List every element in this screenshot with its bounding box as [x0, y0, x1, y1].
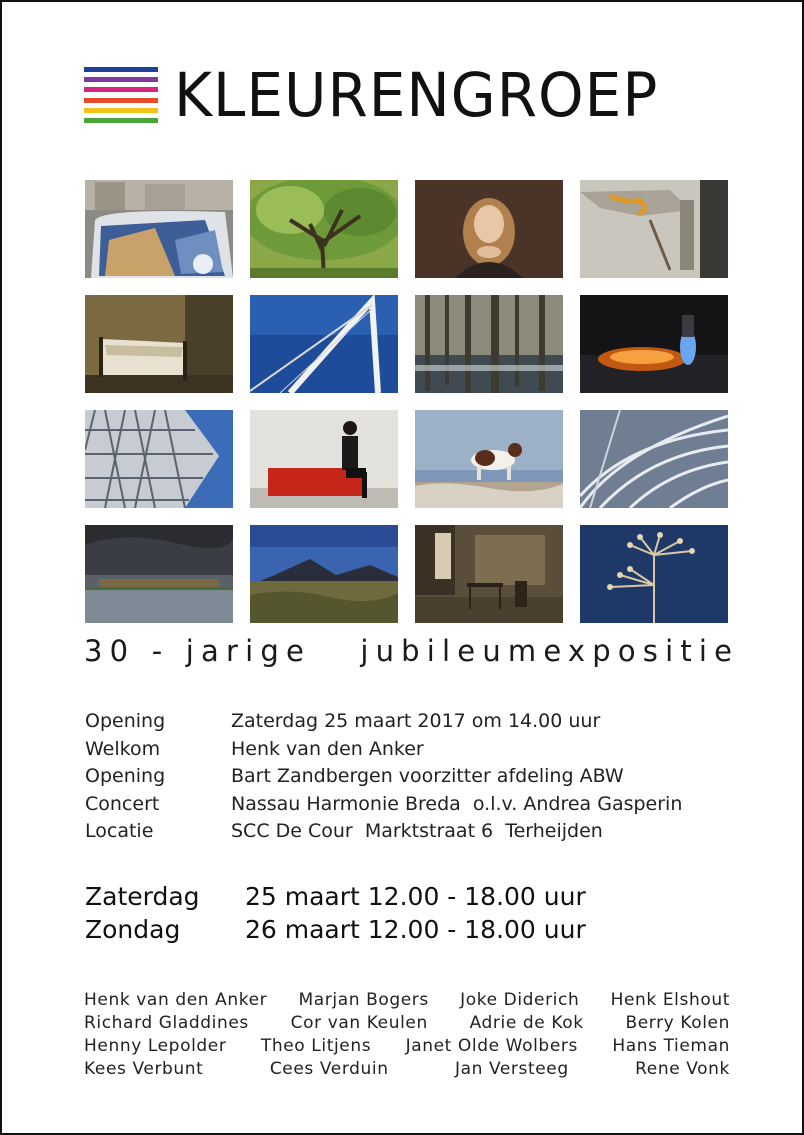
- photo-reflective-architecture: [85, 180, 233, 278]
- hours-day: Zondag: [85, 915, 181, 944]
- photo-curved-structure: [580, 410, 728, 508]
- photo-abandoned-room: [415, 525, 563, 623]
- detail-row: [85, 708, 682, 736]
- member-row: [84, 989, 730, 1012]
- member-row: [84, 1035, 730, 1058]
- brand-logo: [84, 59, 659, 131]
- member-name: Cees Verduin: [269, 1059, 389, 1079]
- brand-name: KLEURENGROEP: [174, 59, 659, 131]
- exhibition-subtitle: 30 - jarige jubileumexpositie: [84, 634, 740, 668]
- photo-dog-beach: [415, 410, 563, 508]
- photo-grid: [85, 180, 728, 623]
- detail-row: [85, 736, 682, 764]
- detail-value: Bart Zandbergen voorzitter afdeling ABW: [231, 765, 624, 787]
- detail-label: Opening: [85, 710, 166, 732]
- stripe-6: [84, 118, 158, 123]
- member-name: Kees Verbunt: [84, 1059, 204, 1079]
- member-name: Henny Lepolder: [84, 1036, 227, 1056]
- stripe-2: [84, 77, 158, 82]
- hours-time: 26 maart 12.00 - 18.00 uur: [245, 915, 586, 944]
- detail-label: Opening: [85, 765, 166, 787]
- member-list: [84, 989, 730, 1081]
- member-row: [84, 1058, 730, 1081]
- photo-volcano-landscape: [250, 525, 398, 623]
- hours-day: Zaterdag: [85, 882, 200, 911]
- detail-value: SCC De Cour Marktstraat 6 Terheijden: [231, 820, 603, 842]
- member-name: Henk van den Anker: [84, 990, 268, 1010]
- member-name: Theo Litjens: [260, 1036, 372, 1056]
- photo-old-bed: [85, 295, 233, 393]
- member-name: Hans Tieman: [612, 1036, 730, 1056]
- event-details: [85, 708, 682, 846]
- detail-value: Nassau Harmonie Breda o.l.v. Andrea Gasperin: [231, 792, 683, 815]
- member-name: Janet Olde Wolbers: [405, 1036, 578, 1056]
- detail-row: [85, 818, 682, 846]
- stripe-3: [84, 87, 158, 92]
- hours-row: [85, 880, 586, 913]
- member-name: Richard Gladdines: [84, 1013, 249, 1033]
- photo-forest-water: [415, 295, 563, 393]
- photo-dried-flower: [580, 525, 728, 623]
- detail-label: Welkom: [85, 737, 161, 760]
- stripe-4: [84, 98, 158, 103]
- detail-row: [85, 791, 682, 819]
- photo-green-tree: [250, 180, 398, 278]
- rainbow-stripes-icon: [84, 67, 158, 123]
- member-name: Jan Versteeg: [454, 1059, 569, 1079]
- detail-value: Zaterdag 25 maart 2017 om 14.00 uur: [231, 710, 601, 732]
- detail-label: Concert: [85, 792, 160, 815]
- member-name: Berry Kolen: [625, 1013, 730, 1033]
- member-name: Rene Vonk: [635, 1059, 730, 1079]
- detail-value: Henk van den Anker: [231, 737, 424, 760]
- photo-glass-facade: [85, 410, 233, 508]
- stripe-5: [84, 108, 158, 113]
- member-name: Henk Elshout: [610, 990, 730, 1010]
- member-name: Joke Diderich: [460, 990, 580, 1010]
- member-row: [84, 1012, 730, 1035]
- member-name: Cor van Keulen: [290, 1013, 428, 1033]
- hours-time: 25 maart 12.00 - 18.00 uur: [245, 882, 586, 911]
- hours-row: [85, 913, 586, 946]
- stripe-1: [84, 67, 158, 72]
- opening-hours: [85, 880, 586, 946]
- detail-label: Locatie: [85, 820, 154, 842]
- member-name: Adrie de Kok: [469, 1013, 584, 1033]
- photo-woman-red-bench: [250, 410, 398, 508]
- photo-white-bridge: [250, 295, 398, 393]
- photo-girl-portrait: [415, 180, 563, 278]
- photo-rusty-wall: [580, 180, 728, 278]
- photo-stormy-sky: [85, 525, 233, 623]
- photo-glowing-object: [580, 295, 728, 393]
- detail-row: [85, 763, 682, 791]
- member-name: Marjan Bogers: [298, 990, 429, 1010]
